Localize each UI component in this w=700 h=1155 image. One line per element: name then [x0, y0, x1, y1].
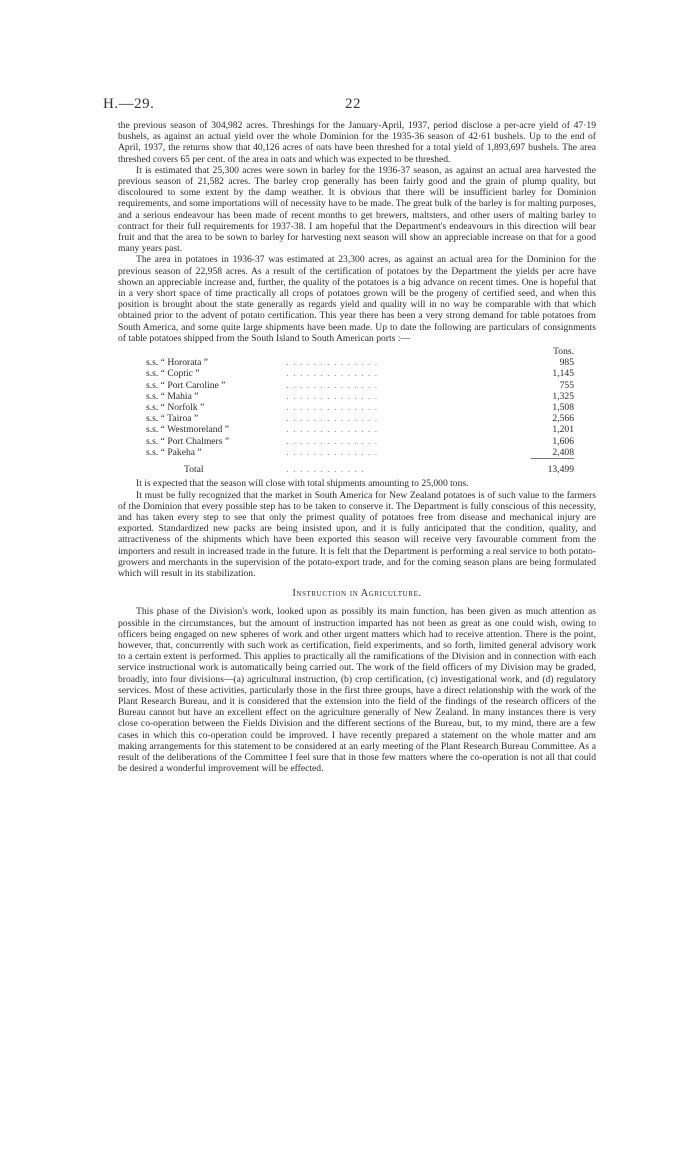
- leader-dots: . . . . . . . . . . . . . .: [286, 368, 379, 380]
- leader-dots: . . . . . . . . . . . . . .: [286, 435, 379, 447]
- paragraph-season-close: It is expected that the season will close with total shipments amounting to 25,000 tons.: [136, 478, 469, 490]
- leader-dots: . . . . . . . . . . . . . .: [286, 424, 379, 436]
- shipment-row: [146, 380, 574, 391]
- leader-dots: . . . . . . . . . . . . . .: [286, 447, 379, 459]
- paragraph-south-america-market: It must be fully recognized that the market in South America for New Zealand potatoes is of such value to the farmers of the Dominion that every possible step has to be taken to conserve it. The Department is fully conscious of this necessity, and has taken every step to see that only the primest quality of potatoes free from disease and mechanical injury are exported. Standardized new packs are being insisted upon, and it is fully anticipated that the condition, quality, and attractiveness of the shipments which have been exported this season will receive very favourable comment from the importers and result in increased trade in the future. It is felt that the Department is performing a real service to both potato-growers and merchants in the supervision of the potato-export trade, and for the coming season plans are being formulated which will result in its stabilization.: [118, 489, 596, 579]
- vessel-tons: 1,325: [552, 390, 574, 402]
- vessel-name: s.s. “ Pakeha ”: [146, 447, 202, 459]
- shipments-header-row: [146, 346, 574, 357]
- vessel-name: s.s. “ Coptic ”: [146, 368, 200, 380]
- vessel-name: s.s. “ Port Chalmers ”: [146, 435, 230, 447]
- leader-dots: . . . . . . . . . . . . . .: [286, 379, 379, 391]
- vessel-tons: 1,508: [552, 402, 574, 414]
- paragraph-barley: It is estimated that 25,300 acres were sown in barley for the 1936-37 season, as against an actual area harvested the previous season of 21,582 acres. The barley crop generally has been fairly good and the grain of plump quality, but discoloured to some extent by the damp weather. It is obvious that there will be insufficient barley for Dominion requirements, and some importations will of necessity have to be made. The great bulk of the barley is for malting purposes, and a serious endeavour has been made of recent months to get brewers, maltsters, and other users of malting barley to contract for their full requirements for 1937-38. I am hopeful that the Department's endeavours in this direction will bear fruit and that the area to be sown to barley for harvesting next season will show an appreciable increase on that for a good many years past.: [118, 164, 596, 255]
- document-reference: H.—29.: [103, 96, 155, 112]
- leader-dots: . . . . . . . . . . . . . .: [286, 413, 379, 425]
- vessel-tons: 2,566: [552, 413, 574, 425]
- shipments-total-row: [146, 459, 574, 476]
- vessel-tons: 755: [559, 379, 574, 391]
- shipment-row: [146, 402, 574, 413]
- shipment-row: [146, 413, 574, 424]
- vessel-name: s.s. “ Tairoa ”: [146, 413, 199, 425]
- shipments-table: [146, 346, 574, 475]
- vessel-tons: 2,408: [531, 447, 574, 459]
- vessel-name: s.s. “ Norfolk ”: [146, 402, 205, 414]
- shipment-row: [146, 391, 574, 402]
- shipment-row: [146, 368, 574, 379]
- vessel-name: s.s. “ Port Caroline ”: [146, 379, 226, 391]
- vessel-name: s.s. “ Westmoreland ”: [146, 424, 229, 436]
- vessel-name: s.s. “ Hororata ”: [146, 357, 209, 369]
- leader-dots: . . . . . . . . . . . . . .: [286, 390, 379, 402]
- tons-column-header: Tons.: [553, 346, 574, 358]
- vessel-name: s.s. “ Mahia ”: [146, 390, 199, 402]
- shipment-row: [146, 436, 574, 447]
- shipment-row: [146, 447, 574, 459]
- vessel-tons: 1,606: [552, 435, 574, 447]
- vessel-tons: 1,145: [552, 368, 574, 380]
- leader-dots: . . . . . . . . . . . .: [286, 463, 365, 475]
- leader-dots: . . . . . . . . . . . . . .: [286, 357, 379, 369]
- paragraph-oats: the previous season of 304,982 acres. Threshings for the January-April, 1937, period disclose a per-acre yield of 47·19 bushels, as against an actual yield over the whole Dominion for the 1935-36 season of 42·61 bushels. Up to the end of April, 1937, the returns show that 40,126 acres of oats have been threshed for a total yield of 1,893,697 bushels. The area threshed covers 65 per cent. of the area in oats and which was expected to be threshed.: [118, 120, 596, 165]
- paragraph-instruction: This phase of the Division's work, looked upon as possibly its main function, has been given as much attention as possible in the circumstances, but the amount of instruction imparted has not been as great as one could wish, owing to officers being engaged on new spheres of work and other urgent matters which had to receive attention. There is the point, however, that, concurrently with such work as certification, field experiments, and so forth, limited general advisory work to a certain extent is performed. This applies to practically all the ramifications of the Division and in connection with each service instructional work is automatically being carried out. The work of the field officers of my Division may be graded, broadly, into four divisions—(a) agricultural instruction, (b) crop certification, (c) investigational work, and (d) regulatory services. Most of these activities, particularly those in the first three groups, have a direct relationship with the work of the Plant Research Bureau, and it is considered that the extension into the field of the findings of the research officers of the Bureau cannot but have an excellent effect on the agriculture generally of New Zealand. In many instances there is very close co-operation between the Fields Division and the different sections of the Bureau, but, to my mind, there are a few cases in which this co-operation could be improved. I have recently prepared a statement on the whole matter and am making arrangements for this statement to be considered at an early meeting of the Plant Research Bureau Committee. As a result of the deliberations of the Committee I feel sure that in those few matters where the co-operation is not all that could be desired a wonderful improvement will be effected.: [118, 606, 596, 775]
- total-tons: 13,499: [547, 464, 574, 476]
- total-label: Total: [184, 463, 204, 475]
- shipment-row: [146, 357, 574, 368]
- paragraph-potatoes: The area in potatoes in 1936-37 was estimated at 23,300 acres, as against an actual area for the Dominion for the previous season of 22,958 acres. As a result of the certification of potatoes by the Department the yields per acre have shown an appreciable increase and, further, the quality of the potatoes is a big advance on recent times. One is hopeful that in a very short space of time practically all crops of potatoes grown will be the progeny of certified seed, and when this position is brought about the state generally as regards yield and quality will in no way be comparable with that which obtained prior to the advent of potato certification. This year there has been a very strong demand for table potatoes from South America, and some quite large shipments have been made. Up to date the following are particulars of consignments of table potatoes shipped from the South Island to South American ports :—: [118, 254, 596, 344]
- shipment-row: [146, 424, 574, 435]
- document-body: [118, 120, 596, 774]
- leader-dots: . . . . . . . . . . . . . .: [286, 402, 379, 414]
- page-number: 22: [345, 96, 361, 112]
- vessel-tons: 1,201: [552, 424, 574, 436]
- section-heading: Instruction in Agriculture.: [292, 588, 422, 600]
- vessel-tons: 985: [559, 357, 574, 369]
